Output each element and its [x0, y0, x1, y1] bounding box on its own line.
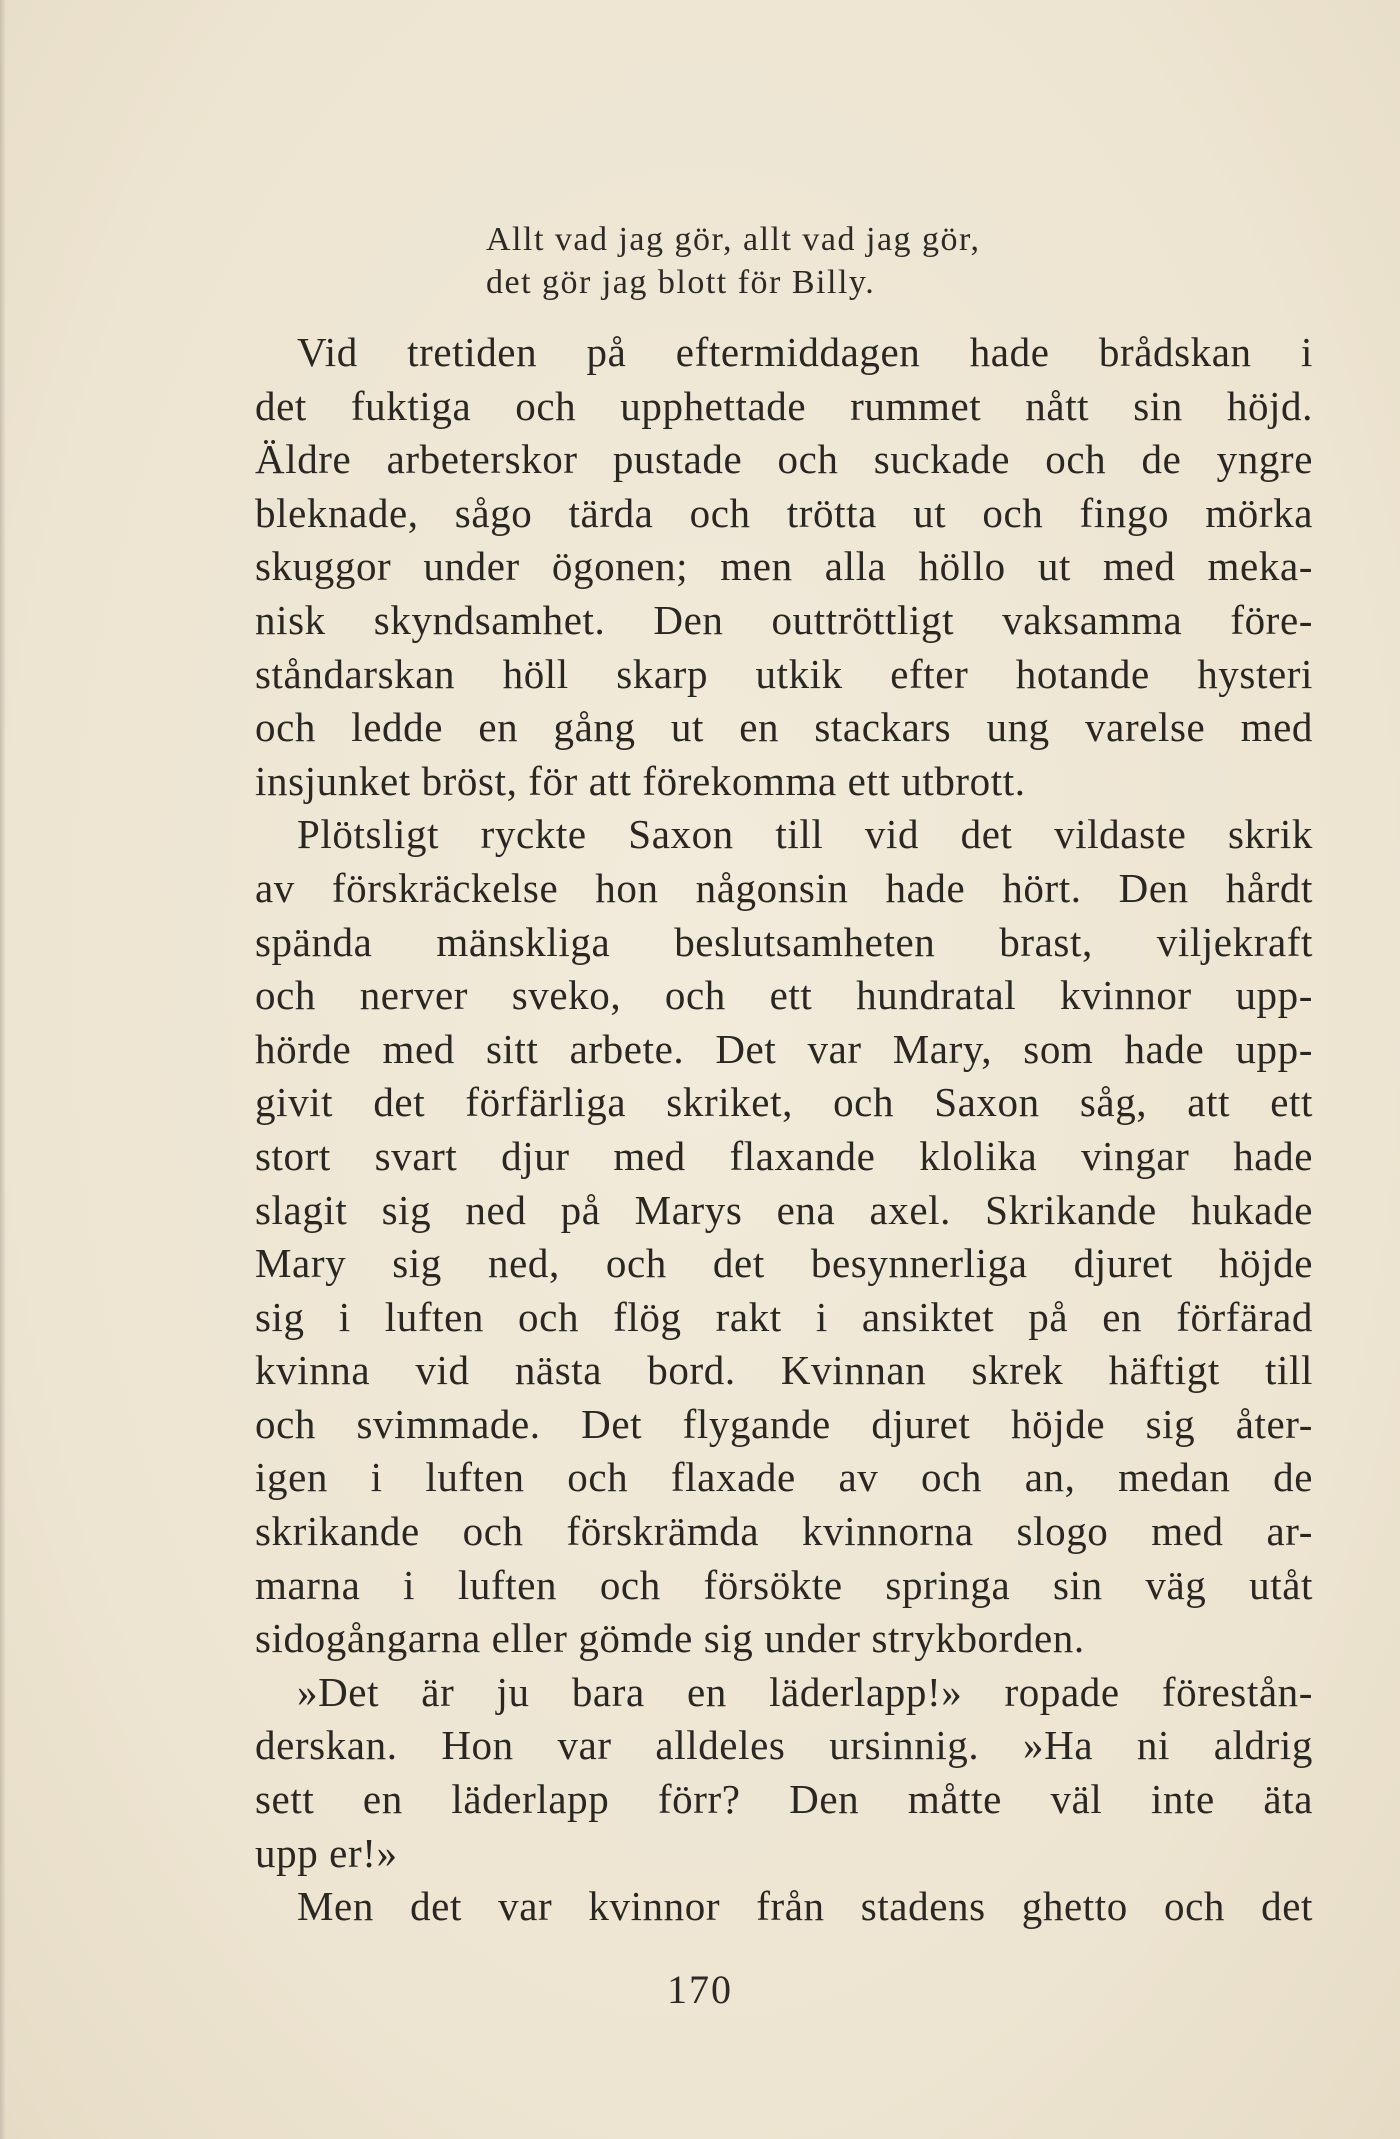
paragraph — [255, 326, 1313, 808]
text-line: Men det var kvinnor från stadens ghetto och det — [297, 1883, 1313, 1930]
text-line: och ledde en gång ut en stackars ung varelse med — [255, 704, 1313, 751]
text-line: sidogångarna eller gömde sig under strykborden. — [255, 1615, 1085, 1662]
text-line: Äldre arbeterskor pustade och suckade och de yngre — [255, 436, 1313, 483]
text-line: bleknade, sågo tärda och trötta ut och fingo mörka — [255, 489, 1313, 536]
text-line: givit det förfärliga skriket, och Saxon såg, att ett — [255, 1079, 1313, 1126]
verse-line: Allt vad jag gör, allt vad jag gör, — [486, 221, 981, 258]
text-line: spända mänskliga beslutsamheten brast, viljekraft — [255, 918, 1313, 965]
text-line: sett en läderlapp förr? Den måtte väl inte äta — [255, 1776, 1313, 1823]
text-line: »Det är ju bara en läderlapp!» ropade förestån- — [297, 1668, 1313, 1715]
text-line: insjunket bröst, för att förekomma ett utbrott. — [255, 757, 1026, 804]
text-line: ståndarskan höll skarp utkik efter hotande hysteri — [255, 650, 1313, 697]
text-line: skrikande och förskrämda kvinnorna slogo med ar- — [255, 1508, 1313, 1555]
text-line: det fuktiga och upphettade rummet nått sin höjd. — [255, 382, 1313, 429]
text-line: sig i luften och flög rakt i ansiktet på en förfärad — [255, 1293, 1313, 1340]
text-line: Vid tretiden på eftermiddagen hade brådskan i — [297, 329, 1313, 375]
text-line: derskan. Hon var alldeles ursinnig. »Ha ni aldrig — [255, 1722, 1313, 1769]
text-line: upp er!» — [255, 1829, 398, 1876]
text-line: och nerver sveko, och ett hundratal kvinnor upp- — [255, 972, 1313, 1019]
text-line: slagit sig ned på Marys ena axel. Skrikande hukade — [255, 1186, 1313, 1233]
text-line: marna i luften och försökte springa sin väg utåt — [255, 1561, 1313, 1608]
text-line: skuggor under ögonen; men alla höllo ut med meka- — [255, 543, 1313, 590]
text-line: hörde med sitt arbete. Det var Mary, som hade upp- — [255, 1025, 1313, 1072]
text-line: och svimmade. Det flygande djuret höjde sig åter- — [255, 1400, 1313, 1447]
text-line: av förskräckelse hon någonsin hade hört. Den hårdt — [255, 864, 1313, 911]
text-line: nisk skyndsamhet. Den outtröttligt vaksamma före- — [255, 596, 1313, 643]
paragraph — [255, 1666, 1313, 1880]
epigraph-verse — [486, 218, 1126, 304]
body-text — [255, 326, 1313, 1934]
text-line: stort svart djur med flaxande klolika vingar hade — [255, 1132, 1313, 1179]
text-line: Plötsligt ryckte Saxon till vid det vildaste skrik — [297, 811, 1313, 858]
paragraph — [255, 808, 1313, 1666]
text-line: igen i luften och flaxade av och an, medan de — [255, 1454, 1313, 1501]
text-line: kvinna vid nästa bord. Kvinnan skrek häftigt till — [255, 1347, 1313, 1394]
paragraph — [255, 1880, 1313, 1934]
verse-line: det gör jag blott för Billy. — [486, 264, 876, 301]
page-edge-shadow — [0, 0, 6, 2139]
text-line: Mary sig ned, och det besynnerliga djuret höjde — [255, 1240, 1313, 1287]
page-number: 170 — [667, 1967, 733, 2012]
